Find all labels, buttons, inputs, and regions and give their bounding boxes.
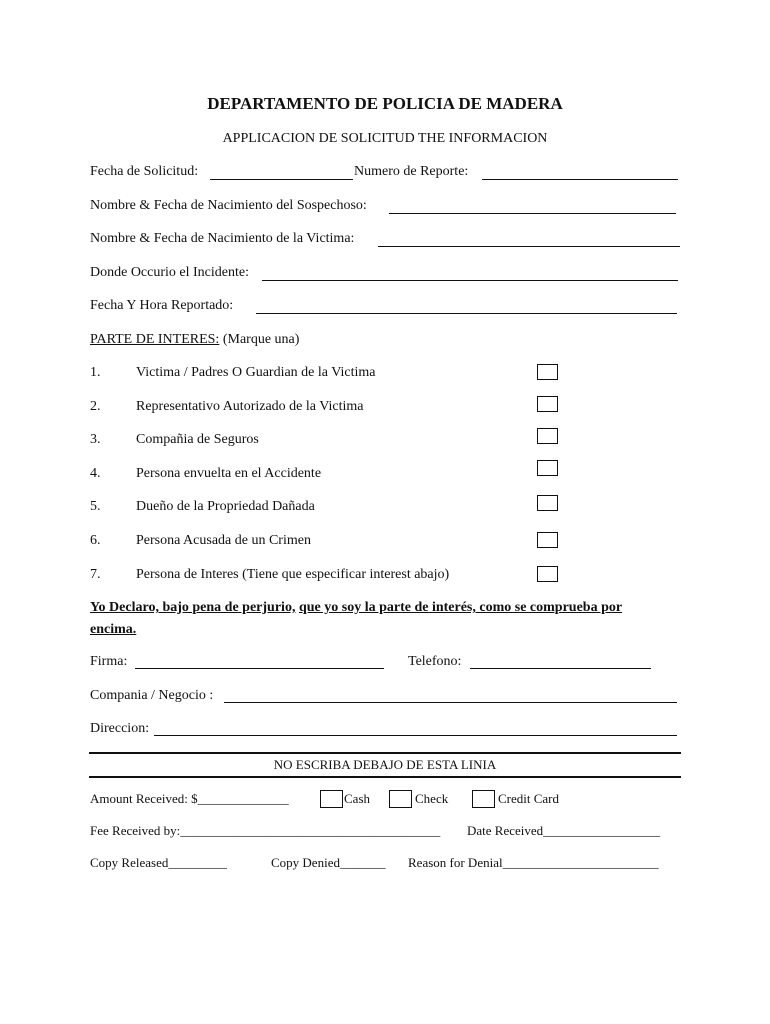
fecha-hora-label: Fecha Y Hora Reportado:	[90, 298, 234, 313]
declaration-line-1	[90, 600, 622, 616]
firma-field[interactable]	[135, 668, 384, 669]
fecha-solicitud-field[interactable]	[210, 179, 353, 180]
cash-label: Cash	[344, 791, 370, 806]
office-banner: NO ESCRIBA DEBAJO DE ESTA LINIA	[273, 757, 497, 772]
copy-released-label: Copy Released	[90, 855, 169, 870]
credit-card-checkbox[interactable]	[472, 790, 495, 808]
telefono-field[interactable]	[470, 668, 651, 669]
cash-checkbox[interactable]	[320, 790, 343, 808]
interest-item-label: Persona Acusada de un Crimen	[136, 533, 311, 548]
page-subtitle: APPLICACION DE SOLICITUD THE INFORMACION	[222, 131, 548, 146]
office-divider-top	[89, 752, 681, 754]
page-title: DEPARTAMENTO DE POLICIA DE MADERA	[207, 94, 563, 113]
copy-denied	[271, 855, 385, 871]
check-label: Check	[415, 791, 449, 806]
interest-checkbox-4[interactable]	[537, 460, 558, 476]
direccion-field[interactable]	[154, 735, 677, 736]
interest-item-num: 6.	[90, 533, 101, 548]
reason-denial	[408, 855, 659, 871]
interest-checkbox-7[interactable]	[537, 566, 558, 582]
fee-received	[90, 823, 440, 839]
declaration-part-3: encima.	[90, 622, 137, 637]
sospechoso-field[interactable]	[389, 213, 676, 214]
fee-received-field[interactable]: ________________________________________	[180, 823, 441, 838]
office-divider-bottom	[89, 776, 681, 778]
interest-item-num: 3.	[90, 432, 101, 447]
interest-checkbox-2[interactable]	[537, 396, 558, 412]
fee-received-label: Fee Received by:	[90, 823, 181, 838]
victima-field[interactable]	[378, 246, 680, 247]
interest-item-label: Persona envuelta en el Accidente	[136, 466, 322, 481]
date-received-label: Date Received	[467, 823, 544, 838]
donde-field[interactable]	[262, 280, 678, 281]
compania-field[interactable]	[224, 702, 677, 703]
interest-item-label: Persona de Interes (Tiene que especificar interest abajo)	[136, 567, 450, 582]
interest-item-num: 1.	[90, 365, 101, 380]
amount-received-field[interactable]: ______________	[197, 791, 289, 806]
victima-label: Nombre & Fecha de Nacimiento de la Victima:	[90, 231, 355, 246]
interest-item-num: 4.	[90, 466, 101, 481]
interest-item-num: 2.	[90, 399, 101, 414]
interest-checkbox-3[interactable]	[537, 428, 558, 444]
copy-released-field[interactable]: _________	[168, 855, 227, 870]
interest-item-label: Compañia de Seguros	[136, 432, 259, 447]
amount-received-label: Amount Received: $	[90, 791, 198, 806]
interest-checkbox-1[interactable]	[537, 364, 558, 380]
interest-item-num: 7.	[90, 567, 101, 582]
donde-label: Donde Occurio el Incidente:	[90, 265, 249, 280]
numero-reporte-field[interactable]	[482, 179, 678, 180]
copy-denied-label: Copy Denied	[271, 855, 340, 870]
date-received-field[interactable]: __________________	[543, 823, 661, 838]
amount-received	[90, 791, 289, 807]
telefono-label: Telefono:	[408, 654, 462, 669]
interest-heading-label: PARTE DE INTERES:	[90, 332, 220, 347]
interest-item-num: 5.	[90, 499, 101, 514]
copy-denied-field[interactable]: _______	[339, 855, 386, 870]
interest-checkbox-6[interactable]	[537, 532, 558, 548]
sospechoso-label: Nombre & Fecha de Nacimiento del Sospechoso:	[90, 198, 367, 213]
interest-item-label: Dueño de la Propriedad Dañada	[136, 499, 315, 514]
declaration-part-1: Yo Declaro, bajo pena de perjurio,	[90, 600, 296, 615]
interest-item-label: Victima / Padres O Guardian de la Victima	[136, 365, 376, 380]
reason-denial-field[interactable]: ________________________	[502, 855, 659, 870]
interest-checkbox-5[interactable]	[537, 495, 558, 511]
declaration-part-2: que yo soy la parte de interés, como se comprueba por	[298, 600, 623, 615]
check-checkbox[interactable]	[389, 790, 412, 808]
fecha-hora-field[interactable]	[256, 313, 677, 314]
interest-heading	[90, 332, 299, 348]
numero-reporte-label: Numero de Reporte:	[354, 164, 469, 179]
interest-note: (Marque una)	[222, 332, 300, 347]
reason-denial-label: Reason for Denial	[408, 855, 503, 870]
firma-label: Firma:	[90, 654, 128, 669]
date-received	[467, 823, 660, 839]
fecha-solicitud-label: Fecha de Solicitud:	[90, 164, 199, 179]
direccion-label: Direccion:	[90, 721, 150, 736]
interest-item-label: Representativo Autorizado de la Victima	[136, 399, 364, 414]
compania-label: Compania / Negocio :	[90, 688, 214, 703]
credit-card-label: Credit Card	[498, 791, 560, 806]
copy-released	[90, 855, 227, 871]
